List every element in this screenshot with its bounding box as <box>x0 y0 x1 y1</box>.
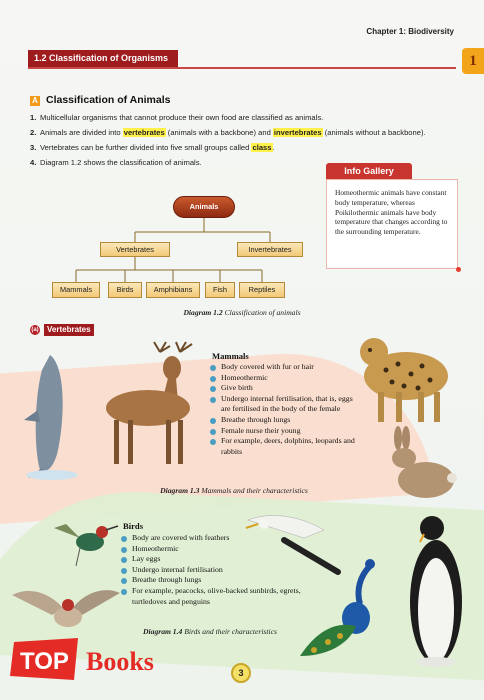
list-item: Undergo internal fertilisation, that is, eggs are fertilised in the body of the female <box>210 394 360 415</box>
highlight-invertebrates: invertebrates <box>273 128 322 137</box>
node-birds: Birds <box>108 282 142 298</box>
list-item: Female nurse their young <box>210 426 360 437</box>
list-item: For example, peacocks, olive-backed sunbirds, egrets, turtledoves and penguins <box>121 586 301 607</box>
node-vertebrates: Vertebrates <box>100 242 170 257</box>
list-item: Homeothermic <box>121 544 301 555</box>
list-item: 1. Multicellular organisms that cannot produce their own food are classified as animals. <box>30 113 324 122</box>
list-item: Homeothermic <box>210 373 360 384</box>
mammals-characteristics <box>210 362 360 457</box>
node-fish: Fish <box>205 282 235 298</box>
dolphin-image <box>20 350 80 480</box>
vertebrates-title: Vertebrates <box>44 324 94 336</box>
list-item: Breathe through lungs <box>210 415 360 426</box>
penguin-image <box>404 512 468 672</box>
list-item: Body covered with fur or hair <box>210 362 360 373</box>
mammals-title: Mammals <box>212 351 249 361</box>
deer-image <box>100 340 205 470</box>
list-item: For example, deers, dolphins, leopards and rabbits <box>210 436 360 457</box>
list-item: 2. Animals are divided into vertebrates (animals with a backbone) and invertebrates (animals without a backbone). <box>30 128 426 137</box>
diagram-1-3-caption: Diagram 1.3 Mammals and their characteristics <box>160 486 308 495</box>
node-mammals: Mammals <box>52 282 100 298</box>
subsection-badge: A <box>30 96 40 106</box>
list-item: Body are covered with feathers <box>121 533 301 544</box>
logo-books-text: Books <box>86 647 154 676</box>
list-item: Undergo internal fertilisation <box>121 565 301 576</box>
chapter-header: Chapter 1: Biodiversity <box>366 27 454 36</box>
node-animals: Animals <box>173 196 235 218</box>
info-gallery-text: Homeothermic animals have constant body temperature, whereas Poikilothermic animals have body temperature that changes according to the surrounding temperature. <box>335 188 448 237</box>
birds-title: Birds <box>123 521 144 531</box>
info-gallery-title: Info Gallery <box>326 163 412 179</box>
chapter-number-tab: 1 <box>462 48 484 74</box>
node-reptiles: Reptiles <box>239 282 285 298</box>
logo-top-text: TOP <box>20 648 69 675</box>
sunbird-image <box>50 514 120 570</box>
list-item: Lay eggs <box>121 554 301 565</box>
topbooks-logo <box>8 636 178 682</box>
classification-connectors <box>0 0 484 320</box>
birds-characteristics <box>121 533 301 607</box>
subsection-title: Classification of Animals <box>46 94 171 106</box>
list-item: Give birth <box>210 383 360 394</box>
peacock-image <box>300 556 400 666</box>
list-item: Breathe through lungs <box>121 575 301 586</box>
list-item: 4. Diagram 1.2 shows the classification of animals. <box>30 158 202 167</box>
list-item: 3. Vertebrates can be further divided into five small groups called class. <box>30 143 275 152</box>
diagram-1-4-caption: Diagram 1.4 Birds and their characteristics <box>143 627 277 636</box>
leopard-image <box>356 330 452 426</box>
node-invertebrates: Invertebrates <box>237 242 303 257</box>
vertebrates-badge: (a) <box>31 327 39 333</box>
page-number: 3 <box>231 663 251 683</box>
highlight-class: class <box>252 143 272 152</box>
section-title: 1.2 Classification of Organisms <box>28 50 178 67</box>
diagram-1-2-caption: Diagram 1.2 Classification of animals <box>183 308 301 317</box>
node-amphibians: Amphibians <box>146 282 200 298</box>
highlight-vertebrates: vertebrates <box>123 128 165 137</box>
